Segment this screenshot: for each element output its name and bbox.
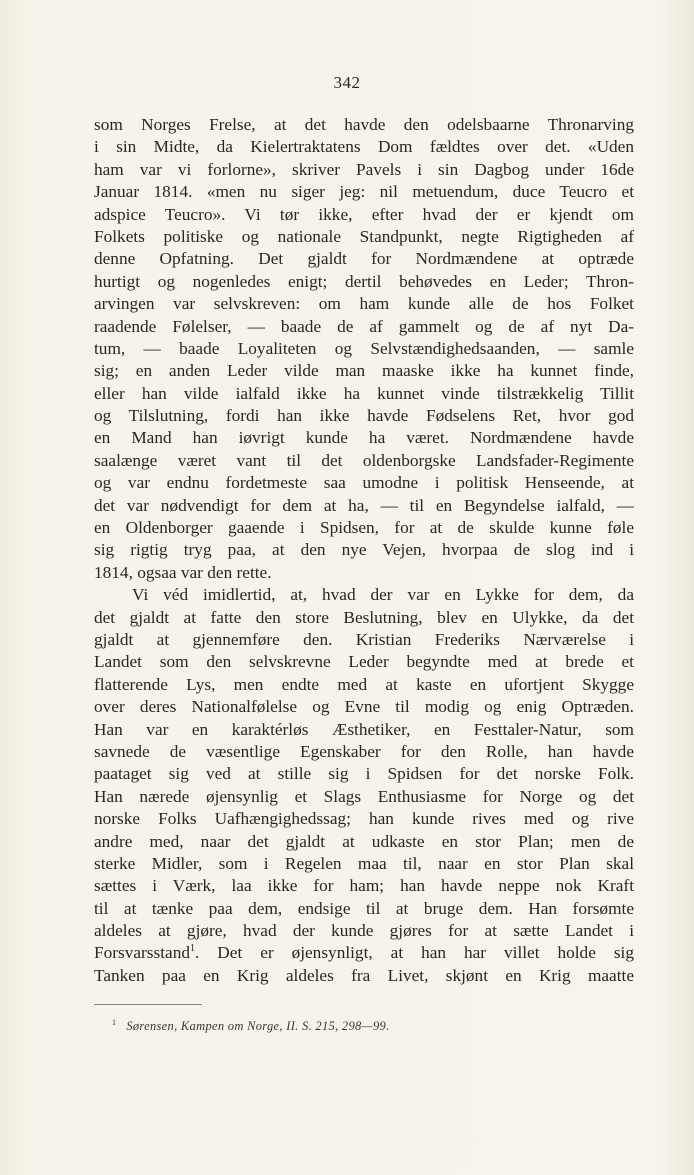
footnote-reference: 1	[190, 943, 196, 955]
text-line: Folkets politiske og nationale Standpunkt, negte Rigtigheden af	[94, 226, 634, 246]
text-line: savnede de væsentlige Egenskaber for den Rolle, han havde	[94, 741, 634, 761]
text-line: det var nødvendigt for dem at ha, — til en Begyndelse ialfald, —	[94, 495, 634, 515]
text-line: det gjaldt at fatte den store Beslutning, blev en Ulykke, da det	[94, 607, 634, 627]
text-line: Han nærede øjensynlig et Slags Enthusiasme for Norge og det	[94, 786, 634, 806]
text-line: adspice Teucro». Vi tør ikke, efter hvad der er kjendt om	[94, 204, 634, 224]
text-line: eller han vilde ialfald ikke ha kunnet vinde tilstrækkelig Tillit	[94, 383, 634, 403]
text-line: sættes i Værk, laa ikke for ham; han havde neppe nok Kraft	[94, 876, 634, 896]
text-line: hurtigt og nogenledes enigt; dertil behøvedes en Leder; Thron-	[94, 271, 634, 291]
text-fragment: . Det er øjensynligt, at han har villet holde sig	[195, 943, 634, 963]
text-line: Tanken paa en Krig aldeles fra Livet, skjønt en Krig maatte	[94, 965, 634, 985]
footnote	[112, 1018, 390, 1034]
text-fragment: Forsvarsstand	[94, 943, 191, 963]
text-line: og var endnu fordetmeste saa umodne i politisk Henseende, at	[94, 473, 634, 493]
text-line: flatterende Lys, men endte med at kaste en ufortjent Skygge	[94, 674, 634, 694]
text-line: 1814, ogsaa var den rette.	[94, 562, 272, 582]
text-line: Januar 1814. «men nu siger jeg: nil metuendum, duce Teucro et	[94, 182, 634, 202]
text-line: og Tilslutning, fordi han ikke havde Fødselens Ret, hvor god	[94, 406, 634, 426]
text-line: sig rigtig tryg paa, at den nye Vejen, hvorpaa de slog ind i	[94, 540, 634, 560]
text-line: Vi véd imidlertid, at, hvad der var en Lykke for dem, da	[132, 585, 634, 605]
text-line: Landet som den selvskrevne Leder begyndte med at brede et	[94, 652, 634, 672]
text-line: over deres Nationalfølelse og Evne til modig og enig Optræden.	[94, 697, 634, 717]
page-number: 342	[333, 73, 361, 92]
body-text	[94, 114, 634, 987]
text-line: arvingen var selvskreven: om ham kunde alle de hos Folket	[94, 294, 634, 314]
text-line: denne Opfatning. Det gjaldt for Nordmændene at optræde	[94, 249, 634, 269]
footnote-marker: 1	[112, 1018, 117, 1027]
text-line: andre med, naar det gjaldt at udkaste en stor Plan; men de	[94, 831, 634, 851]
text-line: sterke Midler, som i Regelen maa til, naar en stor Plan skal	[94, 853, 634, 873]
text-line: gjaldt at gjennemføre den. Kristian Frederiks Nærværelse i	[94, 629, 634, 649]
text-line: norske Folks Uafhængighedssag; han kunde rives med og rive	[94, 809, 634, 829]
text-line: en Oldenborger gaaende i Spidsen, for at de skulde kunne føle	[94, 518, 634, 538]
text-line: tum, — baade Loyaliteten og Selvstændighedsaanden, — samle	[94, 338, 634, 358]
text-line: Han var en karaktérløs Æsthetiker, en Festtaler-Natur, som	[94, 719, 634, 739]
text-line-with-footnote-ref	[94, 942, 634, 964]
text-line: ham var vi forlorne», skriver Pavels i sin Dagbog under 16de	[94, 159, 634, 179]
footnote-rule	[94, 1004, 202, 1005]
text-line: som Norges Frelse, at det havde den odelsbaarne Thronarving	[94, 115, 634, 134]
text-line: i sin Midte, da Kielertraktatens Dom fældtes over det. «Uden	[94, 137, 634, 157]
text-line: paataget sig ved at stille sig i Spidsen for det norske Folk.	[94, 764, 634, 784]
text-line: en Mand han iøvrigt kunde ha været. Nordmændene havde	[94, 428, 634, 448]
text-line: raadende Følelser, — baade de af gammelt og de af nyt Da-	[94, 316, 634, 336]
text-line: til at tænke paa dem, endsige til at bruge dem. Han forsømte	[94, 898, 634, 918]
text-line: sig; en anden Leder vilde man maaske ikke ha kunnet finde,	[94, 361, 634, 381]
text-line: saalænge været vant til det oldenborgske Landsfader-Regimente	[94, 450, 634, 470]
footnote-text: Sørensen, Kampen om Norge, II. S. 215, 298—99.	[126, 1019, 390, 1034]
text-line: aldeles at gjøre, hvad der kunde gjøres for at sætte Landet i	[94, 921, 634, 941]
